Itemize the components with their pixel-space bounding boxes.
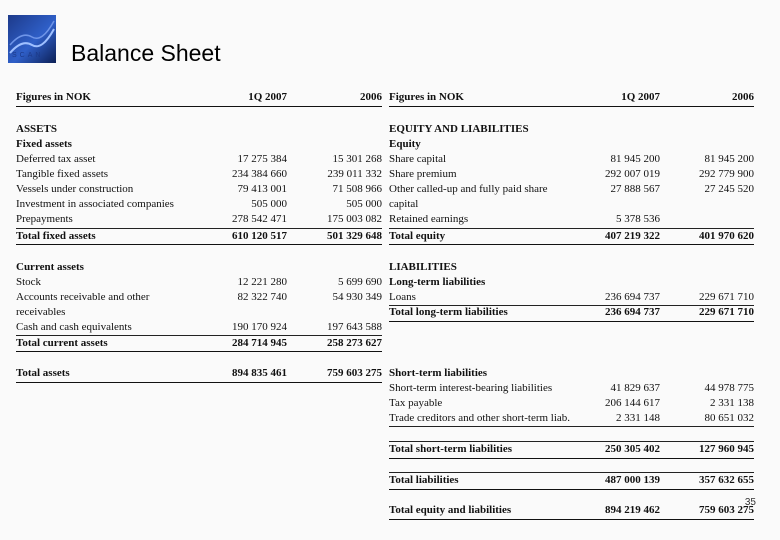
table-row: [389, 411, 754, 426]
row-label: Total assets: [16, 367, 70, 379]
right-header-row: [389, 90, 754, 105]
table-row: [16, 320, 382, 335]
row-value-2006: 501 329 648: [327, 230, 382, 242]
table-row: [16, 290, 382, 305]
right-col-label: Figures in NOK: [389, 91, 464, 103]
row-label: Stock: [16, 276, 42, 288]
row-label: Prepayments: [16, 213, 73, 225]
table-row: [389, 290, 754, 305]
row-value-1q: 17 275 384: [237, 153, 287, 165]
row-value-2006: 15 301 268: [332, 153, 382, 165]
right-col-2006: 2006: [732, 91, 754, 103]
divider: [389, 519, 754, 520]
divider: [389, 458, 754, 459]
row-value-1q: 236 694 737: [605, 306, 660, 318]
row-value-1q: 79 413 001: [237, 183, 287, 195]
row-value-2006: 229 671 710: [699, 291, 754, 303]
row-label: Share premium: [389, 168, 457, 180]
row-label: Short-term interest-bearing liabilities: [389, 382, 553, 394]
table-row: [389, 212, 754, 227]
table-row: [389, 396, 754, 411]
heading-text: Long-term liabilities: [389, 276, 486, 288]
row-value-1q: 407 219 322: [605, 230, 660, 242]
row-label: Total equity: [389, 230, 446, 242]
table-row: [389, 381, 754, 396]
table-row: [16, 167, 382, 182]
row-value-2006: 2 331 138: [710, 397, 754, 409]
row-label: Total short-term liabilities: [389, 443, 513, 455]
row-value-1q: 505 000: [251, 198, 287, 210]
row-label: Deferred tax asset: [16, 153, 96, 165]
row-value-1q: 487 000 139: [605, 474, 660, 486]
heading-text: Equity: [389, 138, 421, 150]
table-row: [389, 182, 754, 197]
row-value-2006: 54 930 349: [332, 291, 382, 303]
total-equity-row: [389, 229, 754, 244]
row-label: Tax payable: [389, 397, 443, 409]
row-value-1q: 234 384 660: [232, 168, 287, 180]
row-value-2006: 44 978 775: [704, 382, 754, 394]
liabilities-heading: [389, 260, 754, 275]
left-col-2006: 2006: [360, 91, 382, 103]
divider: [389, 244, 754, 245]
row-value-1q: 82 322 740: [237, 291, 287, 303]
row-label: Loans: [389, 291, 416, 303]
row-value-1q: 292 007 019: [605, 168, 660, 180]
row-value-2006: 127 960 945: [699, 443, 754, 455]
row-value-2006: 505 000: [346, 198, 382, 210]
row-value-1q: 250 305 402: [605, 443, 660, 455]
row-value-2006: 759 603 275: [699, 504, 754, 516]
row-label: Cash and cash equivalents: [16, 321, 132, 333]
row-value-2006: 197 643 588: [327, 321, 382, 333]
total-long-term-liabilities-row: [389, 305, 754, 320]
heading-text: LIABILITIES: [389, 261, 457, 273]
current-assets-heading-text: Current assets: [16, 261, 84, 273]
heading-text: EQUITY AND LIABILITIES: [389, 123, 529, 135]
row-label: Investment in associated companies: [16, 198, 174, 210]
row-value-1q: 284 714 945: [232, 337, 287, 349]
row-value-1q: 27 888 567: [610, 183, 660, 195]
row-value-1q: 894 219 462: [605, 504, 660, 516]
row-label: Total liabilities: [389, 474, 459, 486]
divider: [389, 426, 754, 427]
row-value-1q: 190 170 924: [232, 321, 287, 333]
left-col-1q: 1Q 2007: [248, 91, 287, 103]
fixed-assets-heading-text: Fixed assets: [16, 138, 72, 150]
left-header-divider: [16, 106, 382, 107]
divider: [389, 489, 754, 490]
row-label: Tangible fixed assets: [16, 168, 109, 180]
row-value-1q: 278 542 471: [232, 213, 287, 225]
divider: [16, 351, 382, 352]
row-value-1q: 5 378 536: [616, 213, 660, 225]
short-term-liabilities-heading: [389, 366, 754, 381]
row-value-1q: 610 120 517: [232, 230, 287, 242]
table-row: [16, 152, 382, 167]
row-value-1q: 2 331 148: [616, 412, 660, 424]
row-value-2006: 258 273 627: [327, 337, 382, 349]
row-label: Share capital: [389, 153, 447, 165]
row-value-2006: 175 003 082: [327, 213, 382, 225]
row-value-1q: 206 144 617: [605, 397, 660, 409]
divider: [16, 244, 382, 245]
row-label: Total long-term liabilities: [389, 306, 508, 318]
row-value-2006: 229 671 710: [699, 306, 754, 318]
row-label: capital: [389, 198, 419, 210]
total-fixed-assets-row: [16, 229, 382, 244]
row-label: Other called-up and fully paid share: [389, 183, 548, 195]
equity-liabilities-heading: [389, 122, 754, 137]
row-value-2006: 5 699 690: [338, 276, 382, 288]
table-row-continuation: [16, 305, 382, 320]
table-row: [389, 167, 754, 182]
row-value-2006: 81 945 200: [704, 153, 754, 165]
table-row: [16, 275, 382, 290]
page-number: 35: [744, 497, 756, 508]
row-label: Accounts receivable and other: [16, 291, 150, 303]
table-row: [16, 182, 382, 197]
long-term-liabilities-heading: [389, 275, 754, 290]
assets-heading-text: ASSETS: [16, 123, 57, 135]
row-value-2006: 239 011 332: [327, 168, 382, 180]
row-value-2006: 71 508 966: [332, 183, 382, 195]
row-value-2006: 80 651 032: [704, 412, 754, 424]
table-row: [16, 212, 382, 227]
row-value-2006: 401 970 620: [699, 230, 754, 242]
current-assets-heading: [16, 260, 382, 275]
row-value-1q: 81 945 200: [610, 153, 660, 165]
row-value-2006: 27 245 520: [704, 183, 754, 195]
equity-heading: [389, 137, 754, 152]
right-col-1q: 1Q 2007: [621, 91, 660, 103]
left-col-label: Figures in NOK: [16, 91, 91, 103]
row-value-2006: 759 603 275: [327, 367, 382, 379]
page-title: Balance Sheet: [71, 40, 221, 66]
total-liabilities-row: [389, 473, 754, 488]
fixed-assets-heading: [16, 137, 382, 152]
total-current-assets-row: [16, 336, 382, 351]
row-label: Trade creditors and other short-term liab.: [389, 412, 571, 424]
row-value-1q: 894 835 461: [232, 367, 287, 379]
row-value-1q: 41 829 637: [610, 382, 660, 394]
row-label: Retained earnings: [389, 213, 469, 225]
row-label: Total current assets: [16, 337, 108, 349]
row-value-2006: 357 632 655: [699, 474, 754, 486]
heading-text: Short-term liabilities: [389, 367, 488, 379]
row-label: Vessels under construction: [16, 183, 134, 195]
total-assets-row: [16, 366, 382, 381]
table-row: [16, 197, 382, 212]
assets-heading: [16, 122, 382, 137]
total-equity-and-liabilities-row: [389, 503, 754, 518]
divider: [16, 382, 382, 383]
row-label: Total equity and liabilities: [389, 504, 512, 516]
row-label: receivables: [16, 306, 66, 318]
logo-text: SCAN: [12, 52, 44, 59]
row-value-2006: 292 779 900: [699, 168, 754, 180]
table-row: [389, 152, 754, 167]
total-short-term-liabilities-row: [389, 442, 754, 457]
row-value-1q: 12 221 280: [237, 276, 287, 288]
right-header-divider: [389, 106, 754, 107]
divider: [389, 321, 754, 322]
row-value-1q: 236 694 737: [605, 291, 660, 303]
left-header-row: [16, 90, 382, 105]
row-label: Total fixed assets: [16, 230, 96, 242]
table-row-continuation: [389, 197, 754, 212]
